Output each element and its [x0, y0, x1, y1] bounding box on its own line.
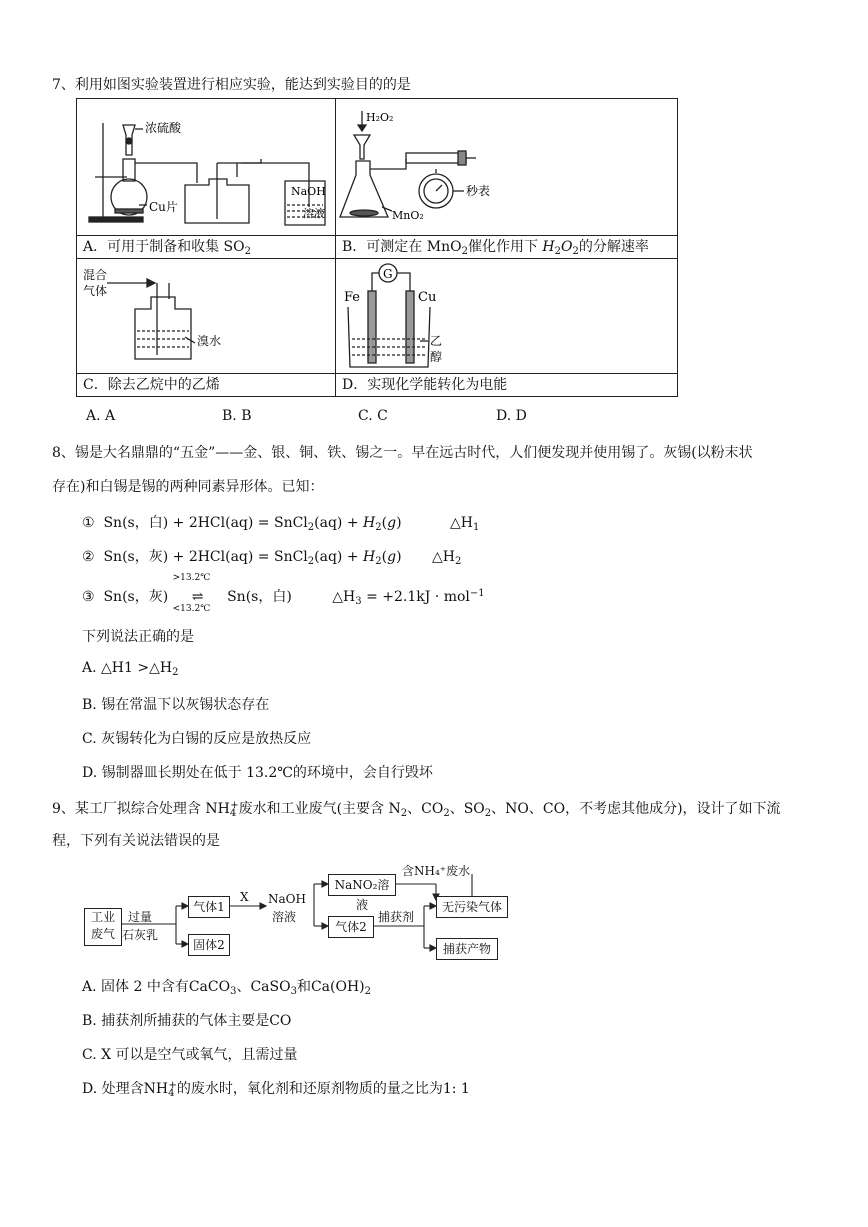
q8-option-b: B. 锡在常温下以灰锡状态存在 — [82, 697, 270, 713]
q8-option-d: D. 锡制器皿长期处在低于 13.2℃的环境中，会自行毁坏 — [82, 765, 433, 781]
q7-option-b: B. B — [222, 408, 252, 424]
q9-option-a: A. 固体 2 中含有CaCO$_3$、CaSO$_3$和$Ca(OH)_2$ — [82, 979, 372, 997]
flow-solution: 溶液 — [272, 910, 297, 924]
flow-captured-product: 捕获产物 — [436, 938, 498, 960]
q7-stem: 7、利用如图实验装置进行相应实验，能达到实验目的的是 — [52, 77, 411, 93]
flow-nh4-wastewater: 含NH₄⁺废水 — [402, 864, 471, 878]
label-ethanol-2: 醇 — [430, 350, 443, 364]
flow-excess: 过量 — [128, 910, 153, 924]
q7-option-d: D. D — [496, 408, 527, 424]
flow-naoh: NaOH — [268, 892, 306, 906]
caption-d: D．实现化学能转化为电能 — [336, 373, 677, 396]
caption-a: A．可用于制备和收集 $SO_2$ — [77, 235, 335, 258]
q9-stem-line2: 程，下列有关说法错误的是 — [52, 833, 220, 849]
q8-ask: 下列说法正确的是 — [82, 629, 194, 645]
condition-above: >13.2℃ — [172, 573, 211, 583]
apparatus-b — [336, 99, 677, 235]
label-naoh: NaOH — [291, 185, 326, 198]
q9-option-b: B. 捕获剂所捕获的气体主要是CO — [82, 1013, 292, 1029]
q9-option-c: C. X 可以是空气或氧气，且需过量 — [82, 1047, 298, 1063]
galvanometer-g: G — [383, 267, 393, 281]
label-bromine-water: 溴水 — [197, 334, 222, 348]
label-solution: 溶液 — [303, 207, 325, 220]
q8-option-a: A. △H1 $>\triangle H_2$ — [82, 660, 179, 678]
label-conc-sulfuric: 浓硫酸 — [145, 121, 182, 135]
apparatus-c — [77, 259, 335, 373]
caption-b: B．可测定在 MnO$_2$催化作用下 $H_2O_2$的分解速率 — [336, 235, 677, 258]
label-h2o2: H₂O₂ — [366, 111, 394, 124]
label-ethanol-1: 乙 — [430, 334, 443, 348]
label-cu-plate: Cu片 — [149, 200, 178, 214]
q8-eq2: ② Sn(s，灰) + 2HCl(aq) = SnCl$_2$(aq) + $H_2(g)$ $\triangle H_2$ — [82, 549, 462, 567]
q8-eq3: ③ Sn(s，灰) >13.2℃ ⇌ <13.2℃ Sn(s，白) $\triangle H_3 = +2.1kJ \cdot mol^{-1}$ — [82, 573, 485, 614]
label-stopwatch: 秒表 — [466, 184, 491, 198]
apparatus-d — [336, 259, 677, 373]
q7-apparatus-table — [76, 98, 678, 397]
q8-eq1: ① Sn(s，白) + 2HCl(aq) = SnCl$_2$(aq) + $H_2(g)$ $\triangle H_1$ — [82, 515, 480, 533]
flow-solid2: 固体2 — [188, 934, 230, 956]
flow-nano2: NaNO₂溶液 — [328, 874, 396, 896]
label-fe: Fe — [344, 290, 361, 305]
q9-stem-line1: 9、某工厂拟综合处理含 $NH_4^+$废水和工业废气(主要含 $N_2$、$CO_2$、$SO_2$、NO、CO，不考虑其他成分)，设计了如下流 — [52, 800, 781, 819]
flow-industrial-gas: 工业 废气 — [84, 908, 122, 946]
flow-lime-milk: 石灰乳 — [122, 928, 159, 942]
q8-stem-line2: 存在)和白锡是锡的两种同素异形体。已知： — [52, 479, 324, 495]
q8-stem-line1: 8、锡是大名鼎鼎的“五金”——金、银、铜、铁、锡之一。早在远古时代，人们便发现并使用锡了。灰锡(以粉末状 — [52, 445, 753, 461]
flow-clean-gas: 无污染气体 — [436, 896, 508, 918]
label-mixed: 混合 — [83, 268, 108, 282]
flow-gas2: 气体2 — [328, 916, 374, 938]
apparatus-a — [77, 99, 335, 235]
flow-x: X — [240, 890, 249, 904]
q9-option-d: D. 处理含$NH_4^+$的废水时，氧化剂和还原剂物质的量之比为1: 1 — [82, 1080, 470, 1099]
label-gas: 气体 — [83, 284, 108, 298]
q7-option-a: A. A — [86, 408, 116, 424]
q7-option-c: C. C — [358, 408, 388, 424]
q9-flow-diagram — [84, 862, 514, 966]
flow-gas1: 气体1 — [188, 896, 230, 918]
q8-option-c: C. 灰锡转化为白锡的反应是放热反应 — [82, 731, 312, 747]
caption-c: C．除去乙烷中的乙烯 — [77, 373, 335, 396]
flow-capture-agent: 捕获剂 — [378, 910, 415, 924]
label-mno2: MnO₂ — [392, 209, 424, 222]
condition-below: <13.2℃ — [172, 604, 211, 614]
label-cu: Cu — [418, 290, 437, 305]
